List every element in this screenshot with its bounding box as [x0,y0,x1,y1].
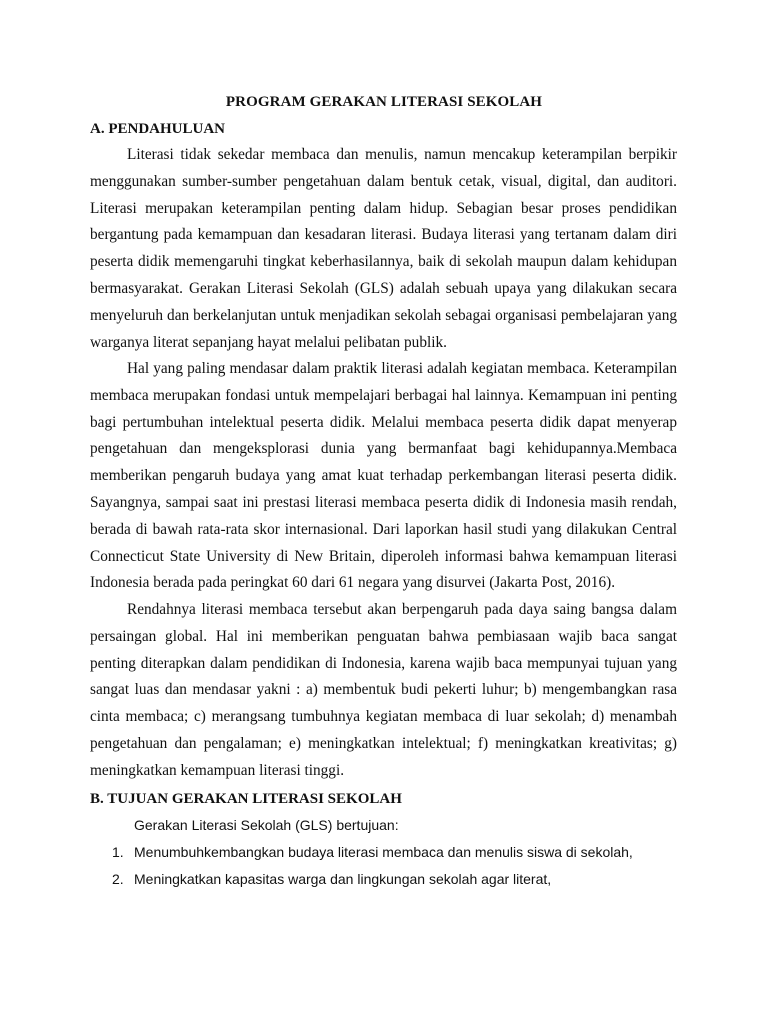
objectives-list-continued [90,866,690,892]
objectives-list [90,839,690,865]
list-item-text: Menumbuhkembangkan budaya literasi membaca dan menulis siswa di sekolah, [134,844,633,860]
section-a-paragraph-3: Rendahnya literasi membaca tersebut akan berpengaruh pada daya saing bangsa dalam persaingan global. Hal ini memberikan penguatan bahwa pembiasaan wajib baca sangat penting diterapkan dalam pendidikan di Indonesia, karena wajib baca mempunyai tujuan yang sangat luas dan mendasar yakni : a) membentuk budi pekerti luhur; b) mengembangkan rasa cinta membaca; c) merangsang tumbuhnya kegiatan membaca di luar sekolah; d) menambah pengetahuan dan pengalaman; e) meningkatkan intelektual; f) meningkatkan kreativitas; g) meningkatkan kemampuan literasi tinggi. [90,601,677,779]
list-item-number: 2. [112,871,124,887]
section-a-heading: A. PENDAHULUAN [90,121,225,137]
list-item [90,839,690,865]
list-item-number: 1. [112,844,124,860]
section-a-paragraph-1: Literasi tidak sekedar membaca dan menulis, namun mencakup keterampilan berpikir menggunakan sumber-sumber pengetahuan dalam bentuk cetak, visual, digital, dan auditori. Literasi merupakan keterampilan penting dalam hidup. Sebagian besar proses pendidikan bergantung pada kemampuan dan kesadaran literasi. Budaya literasi yang tertanam dalam diri peserta didik memengaruhi tingkat keberhasilannya, baik di sekolah maupun dalam kehidupan bermasyarakat. Gerakan Literasi Sekolah (GLS) adalah sebuah upaya yang dilakukan secara menyeluruh dan berkelanjutan untuk menjadikan sekolah sebagai organisasi pembelajaran yang warganya literat sepanjang hayat melalui pelibatan publik. [90,146,677,351]
list-item-text: Meningkatkan kapasitas warga dan lingkungan sekolah agar literat, [134,871,552,887]
section-b-intro: Gerakan Literasi Sekolah (GLS) bertujuan: [134,817,399,833]
section-b-heading: B. TUJUAN GERAKAN LITERASI SEKOLAH [90,791,402,807]
document-title: PROGRAM GERAKAN LITERASI SEKOLAH [225,94,543,110]
list-item [90,866,690,892]
section-a-paragraph-2: Hal yang paling mendasar dalam praktik literasi adalah kegiatan membaca. Keterampilan membaca merupakan fondasi untuk mempelajari berbagai hal lainnya. Kemampuan ini penting bagi pertumbuhan intelektual peserta didik. Melalui membaca peserta didik dapat menyerap pengetahuan dan mengeksplorasi dunia yang bermanfaat bagi kehidupannya.Membaca memberikan pengaruh budaya yang amat kuat terhadap perkembangan literasi peserta didik. Sayangnya, sampai saat ini prestasi literasi membaca peserta didik di Indonesia masih rendah, berada di bawah rata-rata skor internasional. Dari laporkan hasil studi yang dilakukan Central Connecticut State University di New Britain, diperoleh informasi bahwa kemampuan literasi Indonesia berada pada peringkat 60 dari 61 negara yang disurvei (Jakarta Post, 2016). [90,360,677,592]
